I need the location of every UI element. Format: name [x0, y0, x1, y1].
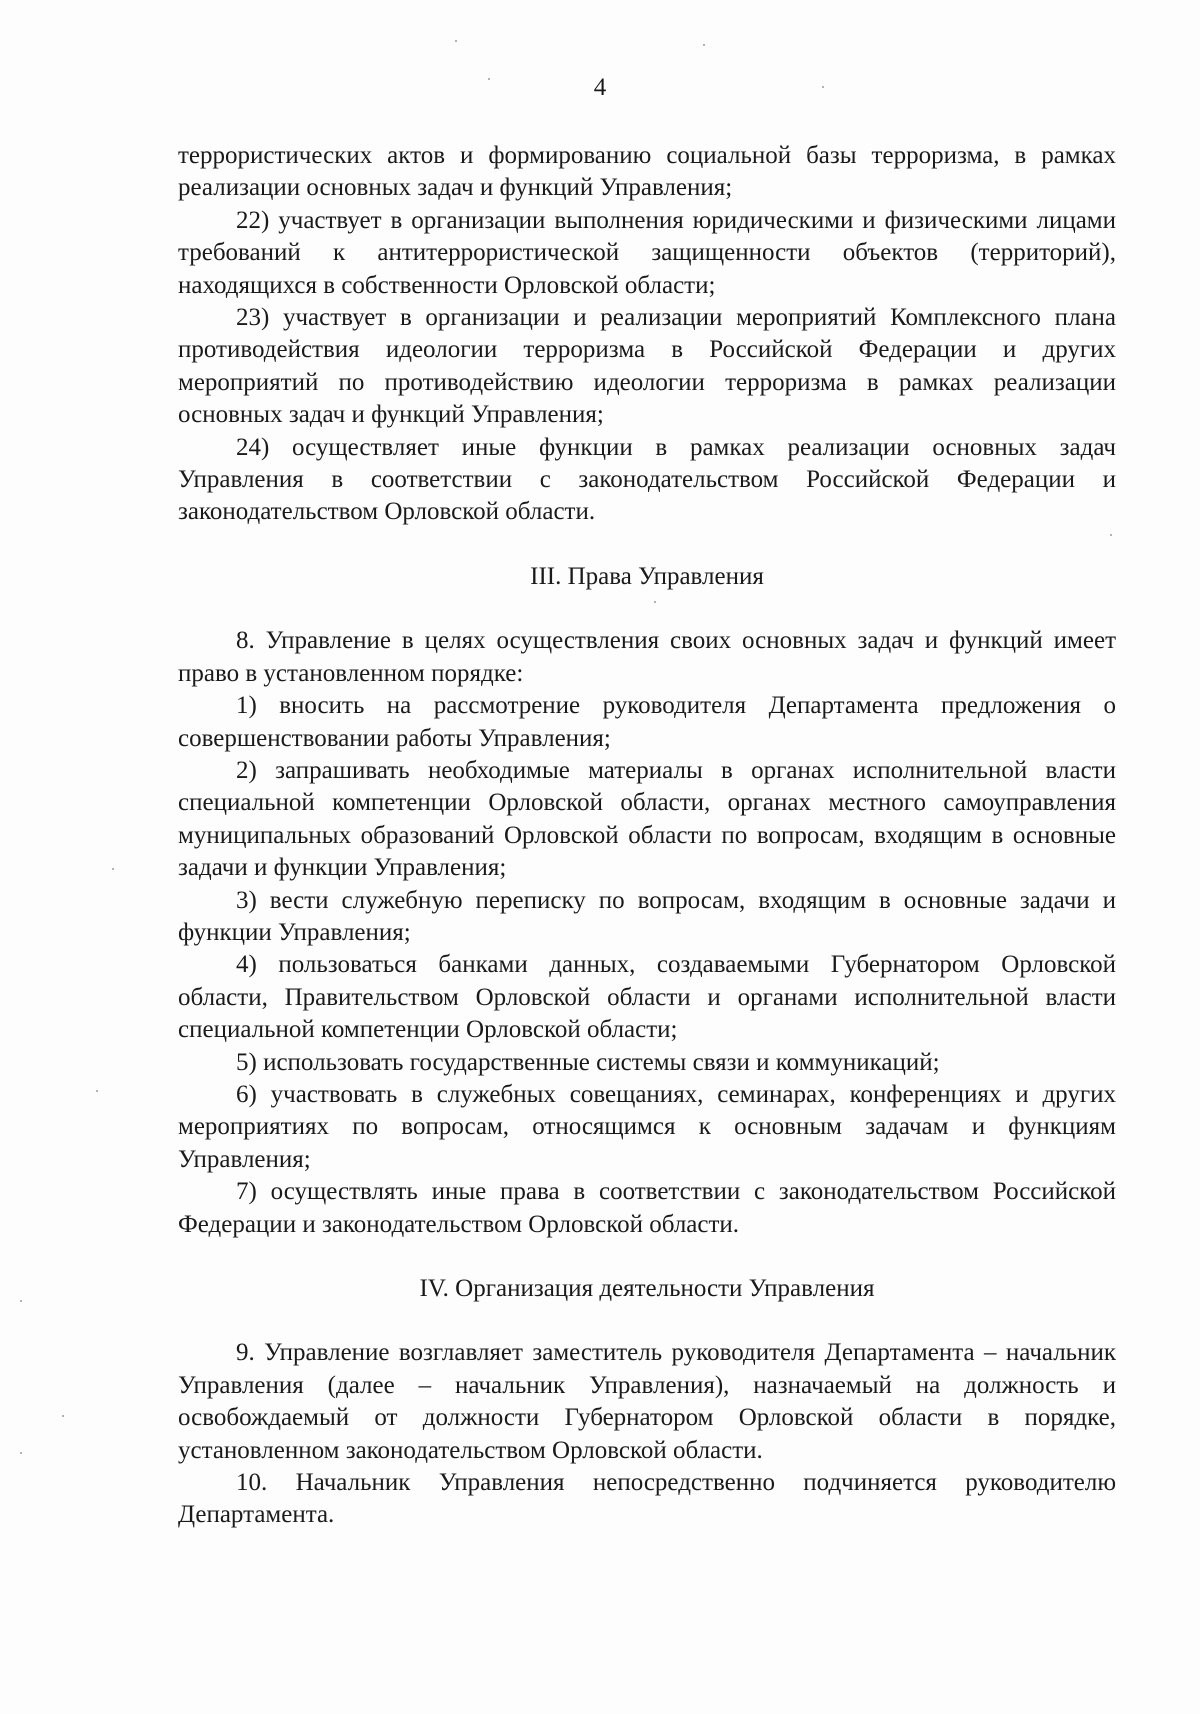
paragraph-8-item-7: 7) осуществлять иные права в соответствии с законодательством Российской Федерации и законодательством Орловской области.: [178, 1178, 1116, 1238]
document-body: [178, 140, 1116, 1532]
scan-speck: [1110, 534, 1112, 536]
section-heading-rights: III. Права Управления: [530, 562, 764, 590]
paragraph-23: 23) участвует в организации и реализации мероприятий Комплексного плана противодействия идеологии терроризма в Российской Федерации и других мероприятий по противодействию идеологии терроризма в рамках реализации основных задач и функций Управления;: [178, 304, 1116, 429]
paragraph-24: 24) осуществляет иные функции в рамках реализации основных задач Управления в соответствии с законодательством Российской Федерации и законодательством Орловской области.: [178, 433, 1116, 526]
scan-speck: [20, 1452, 22, 1454]
page-number: 4: [593, 74, 607, 101]
paragraph-8-item-1: 1) вносить на рассмотрение руководителя Департамента предложения о совершенствовании работы Управления;: [178, 692, 1116, 752]
scan-speck: [822, 86, 824, 88]
scan-speck: [654, 601, 656, 603]
paragraph-8-item-3: 3) вести служебную переписку по вопросам, входящим в основные задачи и функции Управления;: [178, 886, 1116, 946]
paragraph-9: 9. Управление возглавляет заместитель руководителя Департамента – начальник Управления (далее – начальник Управления), назначаемый на должность и освобождаемый от должности Губернатором Орловской области в порядке, установленном законодательством Орловской области.: [178, 1339, 1116, 1464]
paragraph-8-item-2: 2) запрашивать необходимые материалы в органах исполнительной власти специальной компетенции Орловской области, органах местного самоуправления муниципальных образований Орловской области по вопросам, входящим в основные задачи и функции Управления;: [178, 756, 1116, 882]
paragraph-22: 22) участвует в организации выполнения юридическими и физическими лицами требований к антитеррористической защищенности объектов (территорий), находящихся в собственности Орловской области;: [178, 206, 1116, 299]
scan-speck: [112, 868, 114, 870]
paragraph-8: 8. Управление в целях осуществления своих основных задач и функций имеет право в установленном порядке:: [178, 627, 1116, 687]
paragraph-8-item-4: 4) пользоваться банками данных, создаваемыми Губернатором Орловской области, Правительством Орловской области и органами исполнительной власти специальной компетенции Орловской области;: [178, 951, 1116, 1044]
scan-speck: [20, 1300, 22, 1302]
section-heading-organization: IV. Организация деятельности Управления: [419, 1275, 875, 1302]
scan-speck: [488, 78, 490, 80]
scan-speck: [96, 1090, 98, 1092]
paragraph-10: 10. Начальник Управления непосредственно подчиняется руководителю Департамента.: [178, 1469, 1116, 1529]
paragraph-8-item-6: 6) участвовать в служебных совещаниях, семинарах, конференциях и других мероприятиях по вопросам, относящимся к основным задачам и функциям Управления;: [178, 1080, 1116, 1173]
scan-speck: [455, 40, 457, 42]
section-organization: [178, 1337, 1116, 1531]
scan-speck: [703, 44, 705, 46]
scan-speck: [62, 1415, 64, 1417]
paragraph-8-item-5: 5) использовать государственные системы связи и коммуникаций;: [236, 1048, 940, 1076]
paragraph-21-continuation: террористических актов и формированию социальной базы терроризма, в рамках реализации основных задач и функций Управления;: [178, 142, 1116, 202]
section-rights: [178, 625, 1116, 1241]
